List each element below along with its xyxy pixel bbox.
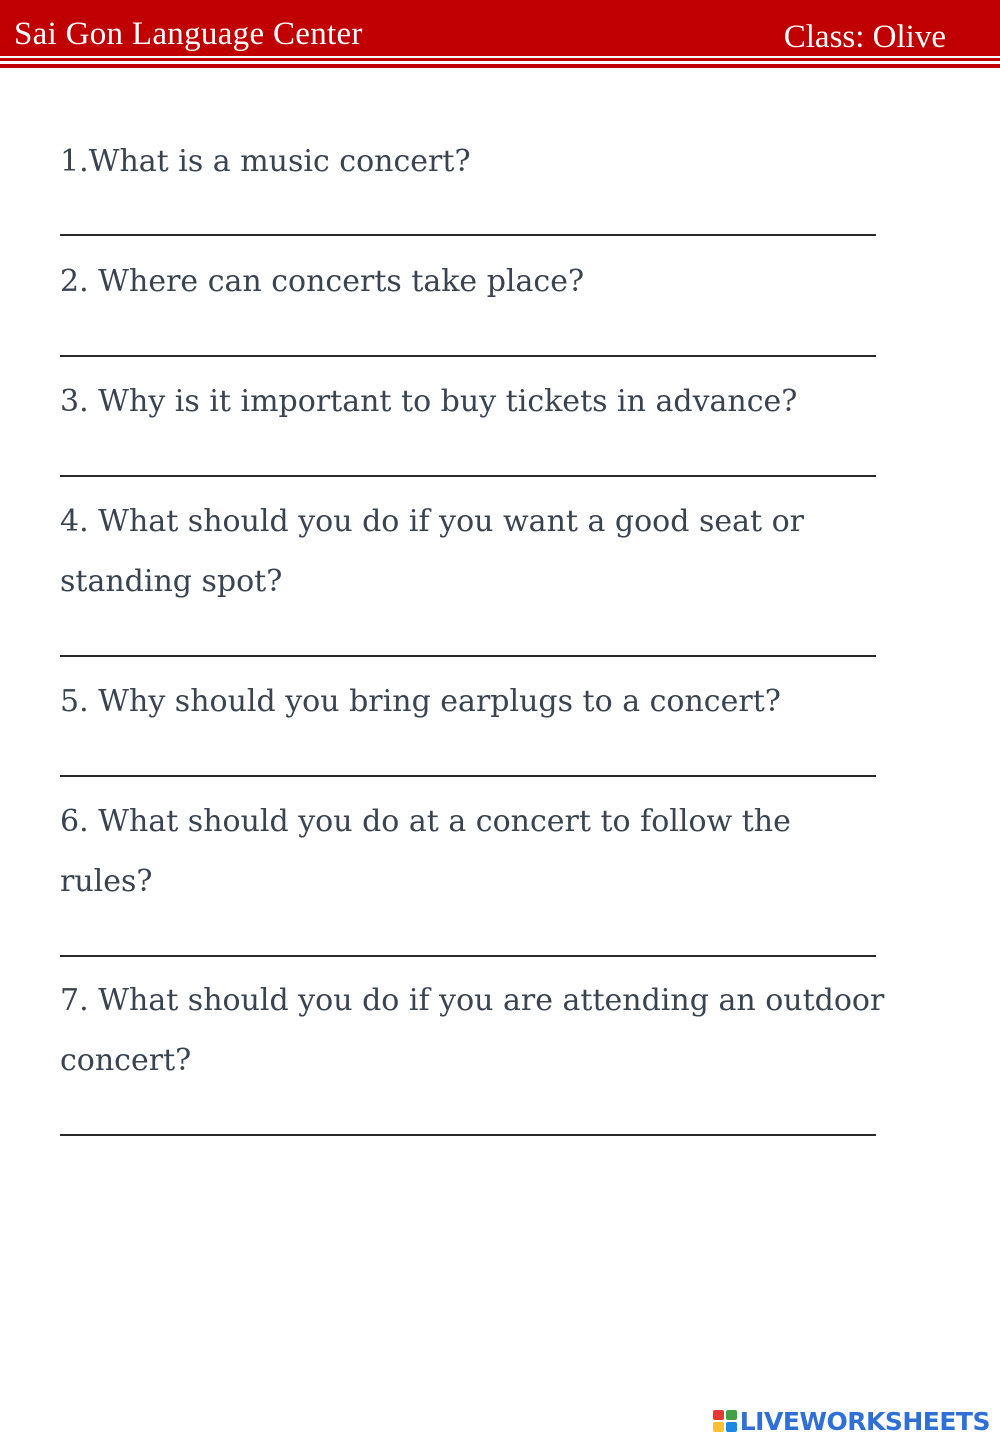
school-name: Sai Gon Language Center [14, 16, 363, 52]
question-7: 7. What should you do if you are attending an outdoor concert? [60, 983, 885, 1078]
question-1: 1.What is a music concert? [60, 144, 471, 179]
answer-line-4[interactable] [60, 655, 876, 657]
answer-line-6[interactable] [60, 955, 876, 957]
answer-line-1[interactable] [60, 234, 876, 236]
answer-line-5[interactable] [60, 775, 876, 777]
question-4: 4. What should you do if you want a good seat or standing spot? [60, 504, 804, 599]
liveworksheets-logo [713, 1407, 990, 1435]
logo-square-blue [726, 1422, 737, 1432]
logo-square-red [713, 1410, 724, 1420]
answer-line-3[interactable] [60, 475, 876, 477]
answer-line-7[interactable] [60, 1134, 876, 1136]
class-label: Class: Olive [783, 19, 946, 55]
question-2: 2. Where can concerts take place? [60, 264, 585, 299]
question-6: 6. What should you do at a concert to follow the rules? [60, 804, 791, 899]
liveworksheets-icon [713, 1410, 737, 1432]
header-rule [0, 58, 1000, 61]
brand-text: LIVEWORKSHEETS [739, 1406, 990, 1436]
header-rule-lower [0, 64, 1000, 68]
question-5: 5. Why should you bring earplugs to a concert? [60, 684, 781, 719]
question-3: 3. Why is it important to buy tickets in advance? [60, 384, 798, 419]
logo-square-green [726, 1410, 737, 1420]
answer-line-2[interactable] [60, 355, 876, 357]
logo-square-yellow [713, 1422, 724, 1432]
